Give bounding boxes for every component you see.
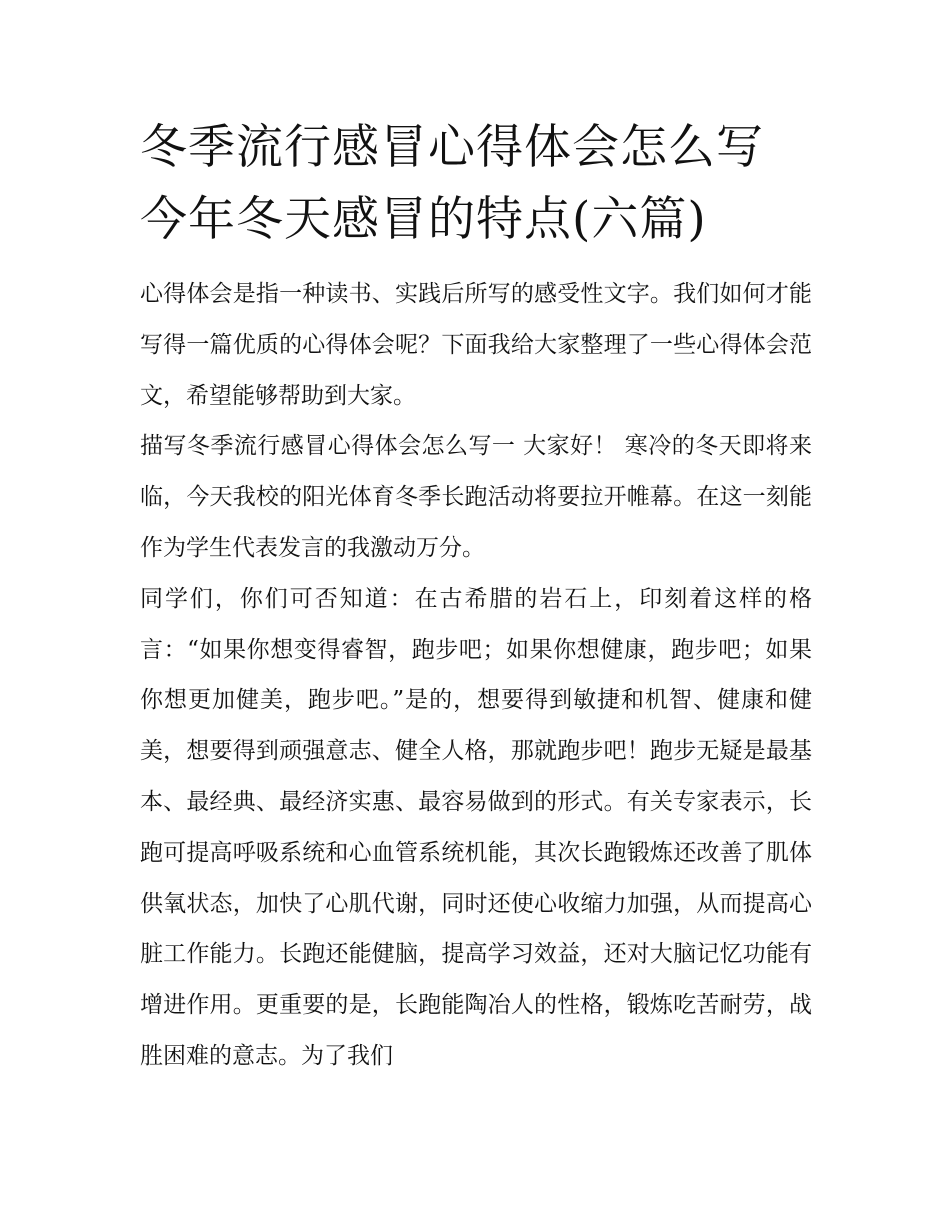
- document-body: [140, 269, 812, 1082]
- title-line-2: 今年冬天感冒的特点(六篇): [140, 192, 707, 247]
- document-page: [140, 112, 812, 1082]
- paragraph-speech-opening: 描写冬季流行感冒心得体会怎么写一 大家好！ 寒冷的冬天即将来临，今天我校的阳光体育冬季长跑活动将要拉开帷幕。在这一刻能作为学生代表发言的我激动万分。: [140, 433, 812, 561]
- title-line-1: 冬季流行感冒心得体会怎么写: [140, 120, 764, 175]
- paragraph-intro: 心得体会是指一种读书、实践后所写的感受性文字。我们如何才能写得一篇优质的心得体会呢？下面我给大家整理了一些心得体会范文，希望能够帮助到大家。: [140, 281, 812, 409]
- document-title: [140, 112, 812, 256]
- paragraph-running-benefits: 同学们，你们可否知道：在古希腊的岩石上，印刻着这样的格言：“如果你想变得睿智，跑步吧；如果你想健康，跑步吧；如果你想更加健美，跑步吧。”是的，想要得到敏捷和机智、健康和健美，想要得到顽强意志、健全人格，那就跑步吧！跑步无疑是最基本、最经典、最经济实惠、最容易做到的形式。有关专家表示，长跑可提高呼吸系统和心血管系统机能，其次长跑锻炼还改善了肌体供氧状态，加快了心肌代谢，同时还使心收缩力加强，从而提高心脏工作能力。长跑还能健脑，提高学习效益，还对大脑记忆功能有增进作用。更重要的是，长跑能陶冶人的性格，锻炼吃苦耐劳，战胜困难的意志。为了我们: [140, 585, 812, 1069]
